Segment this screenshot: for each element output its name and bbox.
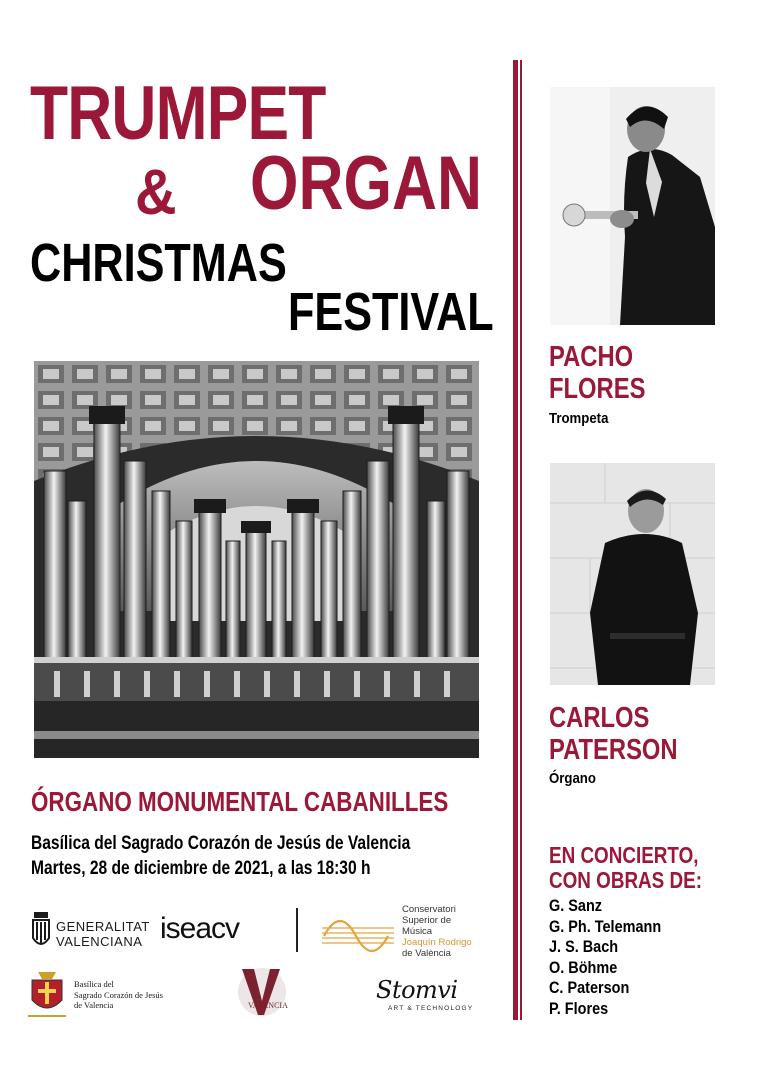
title-ampersand: &	[135, 156, 177, 228]
basilica-line1: Basílica del	[74, 979, 114, 989]
divider-bar-thin	[520, 60, 522, 1020]
generalitat-shield-icon	[30, 910, 52, 952]
iseacv-text: iseacv	[160, 912, 240, 945]
conservatori-logo	[322, 904, 482, 960]
carlos-first-name: CARLOS	[549, 702, 650, 734]
composer-list	[549, 896, 681, 1019]
stomvi-text: Stomvi	[376, 976, 458, 1004]
valencia-mark-text: VALENCIA	[248, 1001, 288, 1010]
carlos-role: Órgano	[549, 770, 596, 787]
conservatori-line3: Joaquín Rodrigo	[402, 937, 472, 948]
pacho-flores-photo	[550, 87, 715, 325]
basilica-line2: Sagrado Corazón de Jesús	[74, 989, 163, 1000]
title-festival: FESTIVAL	[288, 282, 494, 342]
logo-separator	[296, 908, 298, 952]
title-organ: ORGAN	[250, 141, 482, 226]
organ-photo	[34, 361, 479, 758]
pacho-role: Trompeta	[549, 410, 609, 427]
pacho-last-name: FLORES	[549, 373, 646, 405]
concert-heading	[549, 843, 702, 893]
composer-item: J. S. Bach	[549, 937, 619, 956]
conservatori-line1: Conservatori	[402, 904, 456, 915]
basilica-logo	[28, 970, 178, 1020]
organ-name: ÓRGANO MONUMENTAL CABANILLES	[31, 786, 449, 817]
conservatori-wave-icon	[322, 906, 394, 956]
concert-heading-line1: EN CONCIERTO,	[549, 842, 699, 868]
conservatori-line4: de València	[402, 948, 451, 959]
valencia-v-logo	[228, 965, 296, 1020]
generalitat-line2: VALENCIANA	[56, 934, 143, 949]
pacho-first-name: PACHO	[549, 341, 634, 373]
conservatori-line2: Superior de Música	[402, 915, 452, 937]
carlos-paterson-photo	[550, 463, 715, 685]
carlos-last-name: PATERSON	[549, 734, 678, 766]
generalitat-line1: GENERALITAT	[56, 919, 150, 934]
generalitat-logo	[30, 910, 150, 954]
basilica-line3: de Valencia	[74, 1000, 114, 1010]
composer-item: O. Böhme	[549, 957, 618, 977]
composer-item: G. Sanz	[549, 896, 603, 915]
stomvi-logo	[376, 976, 476, 1022]
title-christmas: CHRISTMAS	[30, 233, 287, 293]
composer-item: P. Flores	[549, 998, 609, 1018]
date-text: Martes, 28 de diciembre de 2021, a las 18:30 h	[31, 858, 371, 879]
iseacv-logo	[160, 912, 239, 946]
composer-item: G. Ph. Telemann	[549, 916, 662, 936]
venue-text: Basílica del Sagrado Corazón de Jesús de Valencia	[31, 833, 411, 854]
concert-heading-line2: CON OBRAS DE:	[549, 867, 702, 893]
title-trumpet: TRUMPET	[30, 71, 326, 156]
basilica-crest-icon	[28, 970, 66, 1018]
valencia-v-icon	[228, 965, 296, 1020]
stomvi-tagline: ART & TECHNOLOGY	[388, 1005, 474, 1012]
composer-item: C. Paterson	[549, 978, 630, 997]
divider-bar-thick	[513, 60, 518, 1020]
